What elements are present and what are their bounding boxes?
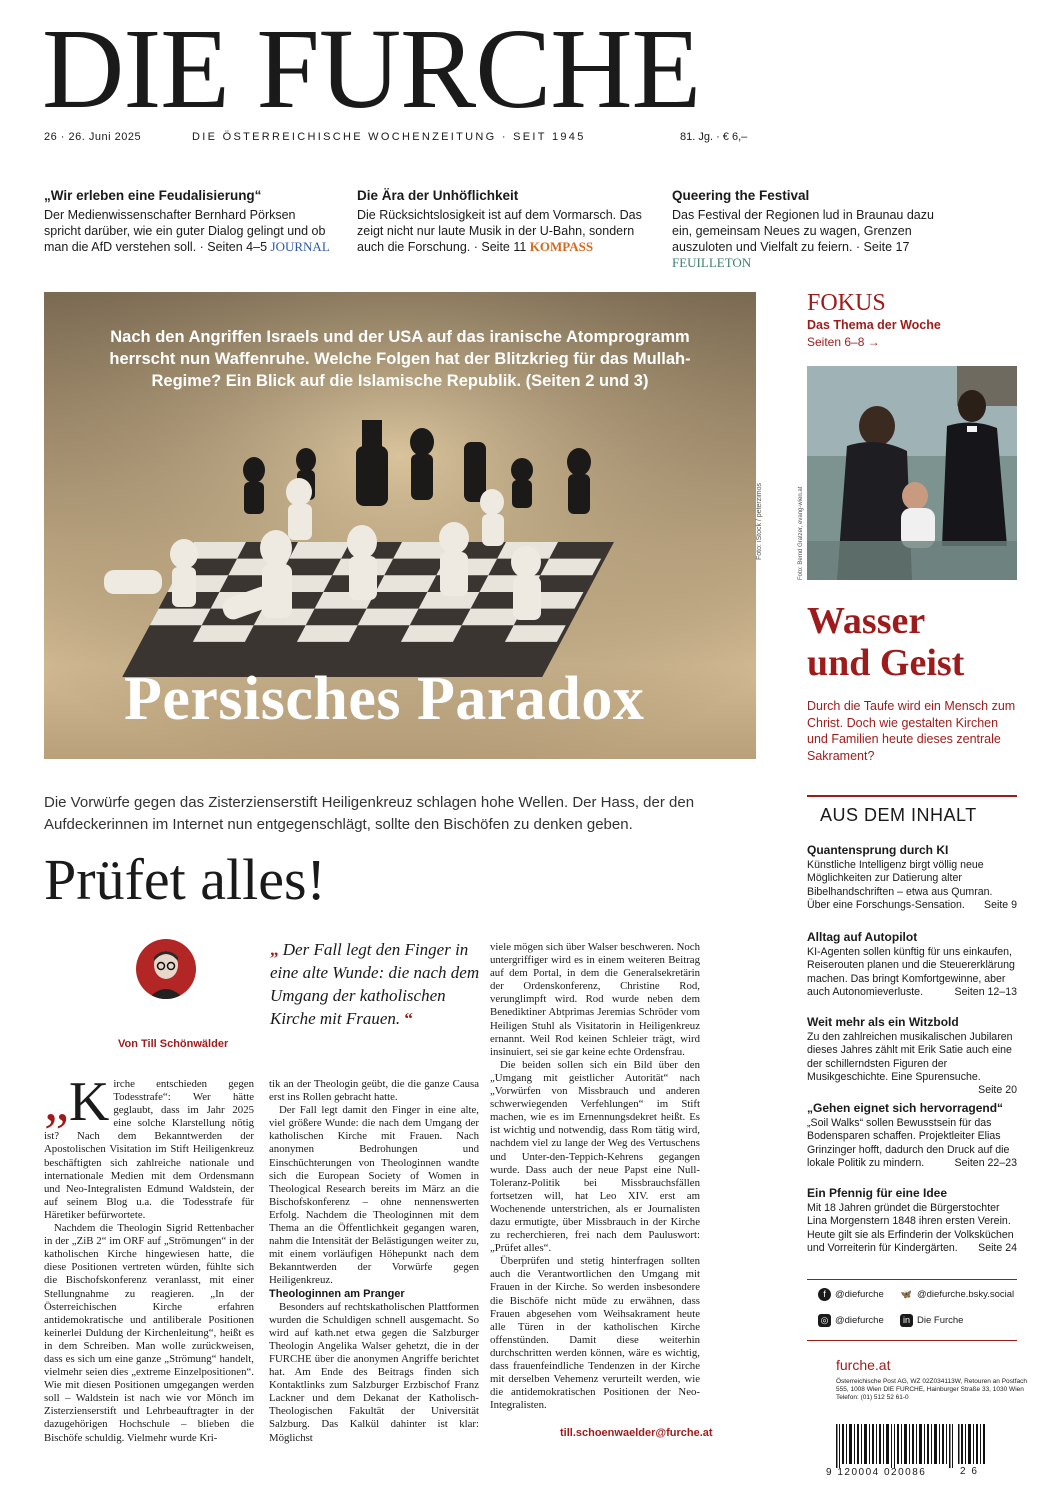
teaser-text: Der Medienwissenschafter Bernhard Pörksen spricht darüber, wie ein guter Dialog gelingt und ob man die AfD verstehen soll. · Seiten 4–5 JOURNAL (44, 208, 330, 254)
baptism-photo-illustration (807, 366, 1017, 580)
barcode-number: 9 120004 020086 (826, 1467, 927, 1478)
fokus-label: FOKUS (807, 290, 886, 316)
teaser-journal[interactable] (44, 188, 334, 255)
quote-close-mark: “ (404, 1009, 413, 1028)
edition-price: 81. Jg. · € 6,– (680, 131, 748, 143)
fokus-photo[interactable] (807, 366, 1017, 580)
lead-title[interactable]: Prüfet alles! (44, 847, 326, 912)
social-facebook[interactable]: f @diefurche (818, 1288, 884, 1301)
social-instagram[interactable]: ◎ @diefurche (818, 1314, 884, 1327)
fokus-title[interactable]: Wasser und Geist (807, 600, 965, 684)
contents-page: Seite 20 (978, 1084, 1017, 1097)
social-linkedin[interactable]: in Die Furche (900, 1314, 963, 1327)
contents-item[interactable]: Quantensprung durch KI Künstliche Intelligenz birgt völlig neue Möglichkeiten zur Datierung alter Bibelhandschriften – etwa aus Qumran. Über eine Forschungs-Sensation. Seite 9 (807, 843, 1017, 911)
masthead-tagline: DIE ÖSTERREICHISCHE WOCHENZEITUNG · SEIT 1945 (192, 131, 586, 143)
contents-item[interactable]: Alltag auf Autopilot KI-Agenten sollen künftig für uns einkaufen, Reiserouten planen und die Steuererklärung machen. Das bringt Komfortgewinne, aber auch Autonomieverluste. Seiten 12–13 (807, 930, 1017, 998)
hero-deck: Nach den Angriffen Israels und der USA auf das iranische Atomprogramm herrscht nun Waffenruhe. Welche Folgen hat der Blitzkrieg für das Mullah-Regime? Ein Blick auf die Islamische Republik. (Seiten 2 und 3) (109, 328, 691, 390)
fokus-pages-link[interactable]: Seiten 6–8 → (807, 335, 880, 349)
fokus-text: Durch die Taufe wird ein Mensch zum Christ. Doch wie gestalten Kirchen und Familien heute dieses zentrale Sakrament? (807, 699, 1016, 763)
author-byline: Von Till Schönwälder (118, 1038, 229, 1050)
teaser-text: Das Festival der Regionen lud in Braunau dazu ein, gemeinsam Neues zu wagen, Grenzen auszuloten und Vielfalt zu feiern. · Seite 17 FEUILLETON (672, 208, 934, 270)
pull-quote: „ Der Fall legt den Finger in eine alte Wunde: die nach dem Umgang der katholischen Kirche mit Frauen. “ (270, 940, 480, 1028)
linkedin-icon: in (900, 1314, 913, 1327)
article-column-2: tik an der Theologin geübt, die die ganze Causa erst ins Rollen gebracht hatte. Der Fall legt damit den Finger in eine alte, viel größere Wunde: die nach dem Umgang der katholischen Kirche mit Frauen. Nach anonymen Bedrohungen und Einschüchterungen von Theologinnen wandte sich die European Society of Women in Theological Research bereits im März an die Bischofskonferenz – ohne nennenswerten Erfolg. Nachdem die Theologinnen mit dem Thema an die Öffentlichkeit gegangen waren, nahm die Intensität der Belästigungen weiter zu, mit einem vorläufigen Höhepunkt nach dem Bekanntwerden der Vorwürfe gegen Heiligenkreuz. Theologinnen am Pranger Besonders auf rechtskatholischen Plattformen wurden die Schuldigen schnell ausgemacht. So wird auf kath.net etwa gegen die Salzburger Theologin Angelika Walser gehetzt, die in der FURCHE über die anonymen Angriffe berichtet hat. Am Ende des Beitrags finden sich Kontaktlinks zum Salzburger Erzbischof Franz Lackner und dem Dekanat der Katholisch-Theologischen Fakultät der Universität Salzburg. Das Kalkül dahinter ist klar: Möglichst (269, 1078, 479, 1444)
instagram-icon: ◎ (818, 1314, 831, 1327)
barcode-addon (958, 1424, 986, 1464)
teaser-title: „Wir erleben eine Feudalisierung“ (44, 188, 262, 203)
contents-page: Seiten 22–23 (954, 1156, 1017, 1169)
author-email-link[interactable]: till.schoenwaelder@furche.at (560, 1427, 713, 1439)
teaser-title: Queering the Festival (672, 188, 810, 203)
bluesky-icon: 🦋 (900, 1289, 913, 1299)
drop-cap: „K (44, 1071, 110, 1133)
teaser-title: Die Ära der Unhöflichkeit (357, 188, 519, 203)
contents-heading: AUS DEM INHALT (820, 805, 977, 825)
contents-page: Seiten 12–13 (954, 985, 1017, 998)
contents-item[interactable]: Weit mehr als ein Witzbold Zu den zahlreichen musikalischen Jubilaren dieses Jahres zählt mit Erik Satie auch eine der schillerndsten Figuren der Musikgeschichte. Eine Spurensuche. Seite 20 (807, 1015, 1017, 1097)
hero-photo-credit: Foto: iStock / peterzimos (756, 482, 763, 560)
article-subhead: Theologinnen am Pranger (269, 1287, 405, 1300)
article-column-1: „K irche entschieden gegen Todesstrafe“: Wer hätte geglaubt, dass im Jahr 2025 eine solche Klarstellung nötig ist? Nach dem Bekanntwerden der Apostolischen Visitation im Stift Heiligenkreuz beschäftigten sich zahlreiche nationale und internationale Medien mit dem Ordensmann und Neo-Integralisten Edmund Waldstein, der auf seinem Blog u.a. die Todesstrafe für Häretiker befürwortete. Nachdem die Theologin Sigrid Rettenbacher in der „ZiB 2“ im ORF auf „Strömungen“ in der katholischen Kirche hingewiesen hatte, die diese Positionen vertreten würden, fühlte sich die Bischofskonferenz veranlasst, mit einer Stellungnahme zu reagieren. „In der Österreichischen Kirche erfahren antidemokratische und antiliberale Positionen keinerlei Duldung der Kirchenleitung“, heißt es in dem Schreiben. Man wolle zurückweisen, dass es sich um eine ganze „Strömung“ handelt, vielmehr seien dies „extreme Einzelpositionen“. Wie mit diesen Positionen umgegangen werden soll – Waldstein ist nach wie vor Mönch im Zisterzienserstift und Lehrbeauftragter in der dazugehörigen Hochschule – blieben die Bischöfe schuldig. Vielmehr wurde Kri- (44, 1071, 254, 1444)
contents-item[interactable]: Ein Pfennig für eine Idee Mit 18 Jahren gründet die Bürgerstochter Lina Morgenstern 1848 ihren ersten Verein. Heute gilt sie als Erfinderin der Volksküchen und Vorreiterin für Kindergärten. Seite 24 (807, 1186, 1017, 1254)
section-label: JOURNAL (270, 239, 330, 254)
teaser-kompass[interactable] (357, 188, 647, 255)
section-label: FEUILLETON (672, 255, 752, 270)
hero-title[interactable]: Persisches Paradox (124, 665, 645, 733)
facebook-icon: f (818, 1288, 831, 1301)
fokus-subtitle: Das Thema der Woche (807, 318, 941, 332)
teaser-feuilleton[interactable] (672, 188, 952, 271)
barcode-addon-number: 2 6 (960, 1466, 979, 1477)
contents-item[interactable]: „Gehen eignet sich hervorragend“ „Soil Walks“ sollen Bewusstsein für das Bodensparen schaffen. Projektleiter Elias Grinzinger hofft, dadurch den Druck auf die lokale Politik zu mindern. Seiten 22–23 (807, 1101, 1017, 1169)
issue-date: 26 · 26. Juni 2025 (44, 131, 142, 143)
author-avatar (136, 939, 196, 999)
barcode (836, 1424, 954, 1468)
section-label: KOMPASS (529, 239, 594, 254)
fokus-photo-credit: Foto: Bernd Gratzer, evang-wien.at (798, 486, 804, 580)
contents-page: Seite 9 (984, 898, 1017, 911)
website-link[interactable]: furche.at (836, 1357, 891, 1373)
lead-deck: Die Vorwürfe gegen das Zisterzienserstift Heiligenkreuz schlagen hohe Wellen. Der Hass, der den Aufdeckerinnen im Internet nun entgegenschlägt, sollte den Bischöfen zu denken geben. (44, 794, 695, 833)
social-bluesky[interactable]: 🦋 @diefurche.bsky.social (900, 1289, 1015, 1300)
article-column-3: viele mögen sich über Walser beschweren. Noch untergriffiger wird es in einem weiteren Beitrag auf dem Portal, in dem die Generalsekretärin der Ordenskonferenz, Christine Rod, verunglimpft wird. Rod wurde neben dem Benediktiner Abtprimas Jeremias Schröder vom Heiligen Stuhl als Visitatorin in Heiligenkreuz ernannt. Weil Rod keinen Schleier trägt, wird insinuiert, sei sie gar keine echte Ordensfrau. Die beiden sollen sich ein Bild über den „Umgang mit geistlicher Autorität“ nach „Vorwürfen von Missbrauch und anderen schwerwiegenden Verfehlungen“ im Stift machen, wie es im Ernennungsdekret heißt. Es ist wichtig und notwendig, dass Rom tätig wird, nachdem viel zu lange der Weg des Vertuschens und Unter-den-Teppich-Kehrens gegangen wurde. Dass auch der neue Papst eine Null-Toleranz-Politik bei Missbrauchsfällen fortsetzen will, hat Leo XIV. erst am Wochenende unterstrichen, als er Journalisten dazu ermutigte, über Missbrauch in der Kirche zu recherchieren, frei nach dem Pauluswort: „Prüfet alles“. Überprüfen und stetig hinterfragen sollten auch die Verantwortlichen den Umgang mit Frauen in der Kirche. So werden insbesondere die Bischöfe nicht müde zu erwähnen, dass Frauen abgesehen vom Weihsakrament heute alle Türen in der katholischen Kirche offenstünden. Damit diese weiterhin durchschritten werden können, wäre es wichtig, dass frauenfeindliche Tendenzen in der Kirche mit derselben Vehemenz verurteilt werden, wie die antidemokratischen Positionen der Neo-Integralisten. (490, 941, 700, 1412)
contents-page: Seite 24 (978, 1241, 1017, 1254)
contents-box-rule (807, 795, 1017, 797)
social-divider-bottom (807, 1340, 1017, 1341)
masthead-title: DIE FURCHE (42, 5, 701, 132)
social-divider-top (807, 1279, 1017, 1280)
impressum: Österreichische Post AG, WZ 02Z034113W, Retouren an Postfach 555, 1008 Wien DIE FURCHE, Hainburger Straße 33, 1030 Wien Telefon: (01) 512 52 61-0 (836, 1378, 1027, 1401)
quote-open-mark: „ (270, 940, 279, 959)
teaser-text: Die Rücksichtslosigkeit ist auf dem Vormarsch. Das zeigt nicht nur laute Musik in der U-Bahn, sondern auch die Forschung. · Seite 11 KOMPASS (357, 208, 642, 254)
hero-image[interactable] (44, 292, 756, 759)
